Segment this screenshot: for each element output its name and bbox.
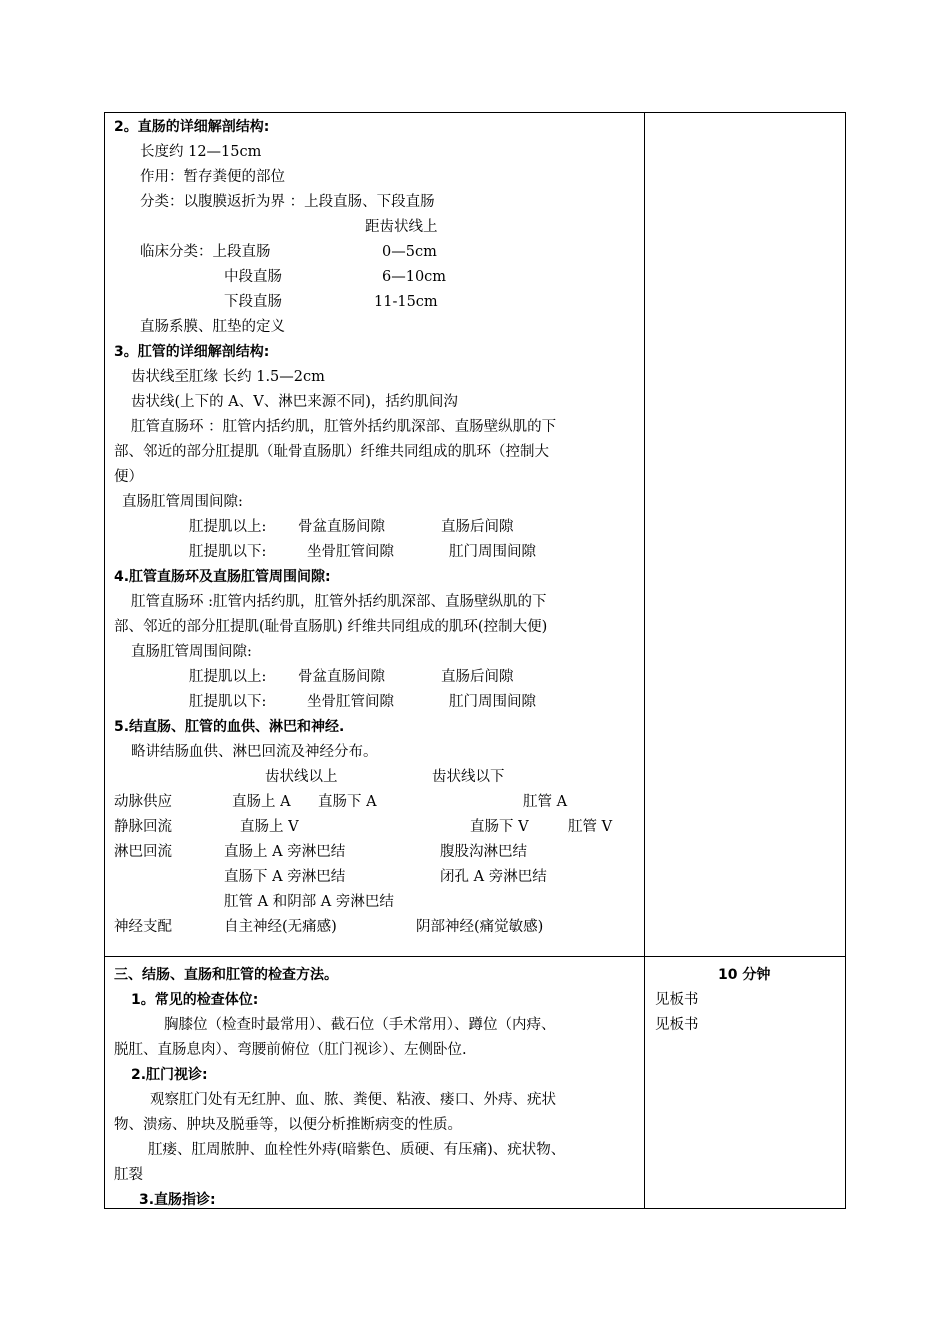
below-levator: 肛提肌以下: — [189, 544, 267, 560]
anorectal-ring-1: 肛管直肠环 ：肛管内括约肌，肛管外括约肌深部、直肠壁纵肌的下 — [131, 419, 557, 435]
retrorectal-space-2: 直肠后间隙 — [441, 669, 514, 685]
distance-label: 距齿状线上 — [365, 219, 438, 235]
anal-canal-length: 齿状线至肛缘 长约 1.5—2cm — [131, 369, 325, 385]
above-levator: 肛提肌以上: — [189, 519, 267, 535]
column-divider — [644, 112, 645, 1209]
digital-exam-heading: 3.直肠指诊: — [139, 1192, 216, 1208]
inspection-heading: 2.肛门视诊: — [131, 1067, 208, 1083]
clinical-upper-range: 0—5cm — [382, 244, 437, 260]
perianal-space-2: 肛门周围间隙 — [449, 694, 536, 710]
inferior-rectal-vein: 直肠下 V — [470, 819, 529, 835]
lymph-superior: 直肠上 A 旁淋巴结 — [224, 844, 346, 860]
section-4-heading: 4.肛管直肠环及直肠肛管周围间隙: — [114, 569, 331, 585]
above-dentate: 齿状线以上 — [265, 769, 338, 785]
inspection-4: 肛裂 — [114, 1167, 143, 1183]
blood-supply-intro: 略讲结肠血供、淋巴回流及神经分布。 — [131, 744, 378, 760]
rectum-length: 长度约 12—15cm — [140, 144, 262, 160]
exam-positions-1: 胸膝位（检查时最常用）、截石位（手术常用）、蹲位（内痔、 — [164, 1017, 556, 1033]
clinical-class: 临床分类：上段直肠 — [140, 244, 271, 260]
exam-positions-2: 脱肛、直肠息肉）、弯腰前俯位（肛门视诊）、左侧卧位. — [114, 1042, 467, 1058]
ischioanal-space: 坐骨肛管间隙 — [307, 544, 394, 560]
inspection-2: 物、溃疡、肿块及脱垂等，以便分析推断病变的性质。 — [114, 1117, 462, 1133]
clinical-lower: 下段直肠 — [224, 294, 282, 310]
lymph-obturator: 闭孔 A 旁淋巴结 — [440, 869, 547, 885]
perirectal-spaces: 直肠肛管周围间隙: — [122, 494, 243, 510]
autonomic-nerve: 自主神经(无痛感) — [224, 919, 337, 935]
exam-positions-heading: 1。常见的检查体位: — [131, 992, 259, 1008]
clinical-lower-range: 11-15cm — [374, 294, 438, 310]
lymph-anal-pudendal: 肛管 A 和阴部 A 旁淋巴结 — [224, 894, 394, 910]
lymph-return: 淋巴回流 — [114, 844, 172, 860]
nerve-supply: 神经支配 — [114, 919, 172, 935]
clinical-middle: 中段直肠 — [224, 269, 282, 285]
venous-return: 静脉回流 — [114, 819, 172, 835]
pudendal-nerve: 阴部神经(痛觉敏感) — [416, 919, 544, 935]
rectum-class: 分类：以腹膜返折为界 ：上段直肠、下段直肠 — [140, 194, 435, 210]
lymph-inguinal: 腹股沟淋巴结 — [440, 844, 527, 860]
above-levator-2: 肛提肌以上: — [189, 669, 267, 685]
clinical-middle-range: 6—10cm — [382, 269, 447, 285]
board-note-2: 见板书 — [655, 1017, 699, 1033]
dentate-line: 齿状线(上下的 A、V、淋巴来源不同)，括约肌间沟 — [131, 394, 458, 410]
superior-rectal-vein: 直肠上 V — [240, 819, 299, 835]
rectum-function: 作用：暂存粪便的部位 — [140, 169, 285, 185]
section-3-heading: 3。肛管的详细解剖结构: — [114, 344, 270, 360]
inspection-1: 观察肛门处有无红肿、血、脓、粪便、粘液、瘘口、外痔、疣状 — [150, 1092, 556, 1108]
arterial-supply: 动脉供应 — [114, 794, 172, 810]
ring-desc-1: 肛管直肠环 :肛管内括约肌，肛管外括约肌深部、直肠壁纵肌的下 — [131, 594, 547, 610]
below-levator-2: 肛提肌以下: — [189, 694, 267, 710]
superior-rectal-artery: 直肠上 A — [232, 794, 291, 810]
time-allocation: 10 分钟 — [718, 967, 771, 983]
pelvirectal-space: 骨盆直肠间隙 — [298, 519, 385, 535]
anorectal-ring-2: 部、邻近的部分肛提肌（耻骨直肠肌）纤维共同组成的肌环（控制大 — [114, 444, 549, 460]
below-dentate: 齿状线以下 — [432, 769, 505, 785]
inferior-rectal-artery: 直肠下 A — [318, 794, 377, 810]
anorectal-ring-3: 便） — [114, 469, 143, 485]
board-note-1: 见板书 — [655, 992, 699, 1008]
inspection-3: 肛瘘、肛周脓肿、血栓性外痔(暗紫色、质硬、有压痛)、疣状物、 — [148, 1142, 566, 1158]
ischioanal-space-2: 坐骨肛管间隙 — [307, 694, 394, 710]
part-3-heading: 三、结肠、直肠和肛管的检查方法。 — [114, 967, 338, 983]
perianal-space: 肛门周围间隙 — [449, 544, 536, 560]
section-5-heading: 5.结直肠、肛管的血供、淋巴和神经. — [114, 719, 345, 735]
mesorectum-definition: 直肠系膜、肛垫的定义 — [140, 319, 285, 335]
ring-desc-2: 部、邻近的部分肛提肌(耻骨直肠肌) 纤维共同组成的肌环(控制大便) — [114, 619, 548, 635]
section-2-heading: 2。直肠的详细解剖结构: — [114, 119, 270, 135]
row-divider — [104, 956, 846, 957]
retrorectal-space: 直肠后间隙 — [441, 519, 514, 535]
lymph-inferior: 直肠下 A 旁淋巴结 — [224, 869, 346, 885]
pelvirectal-space-2: 骨盆直肠间隙 — [298, 669, 385, 685]
anal-artery: 肛管 A — [523, 794, 568, 810]
perirectal-spaces-2: 直肠肛管周围间隙: — [131, 644, 252, 660]
anal-vein: 肛管 V — [568, 819, 613, 835]
